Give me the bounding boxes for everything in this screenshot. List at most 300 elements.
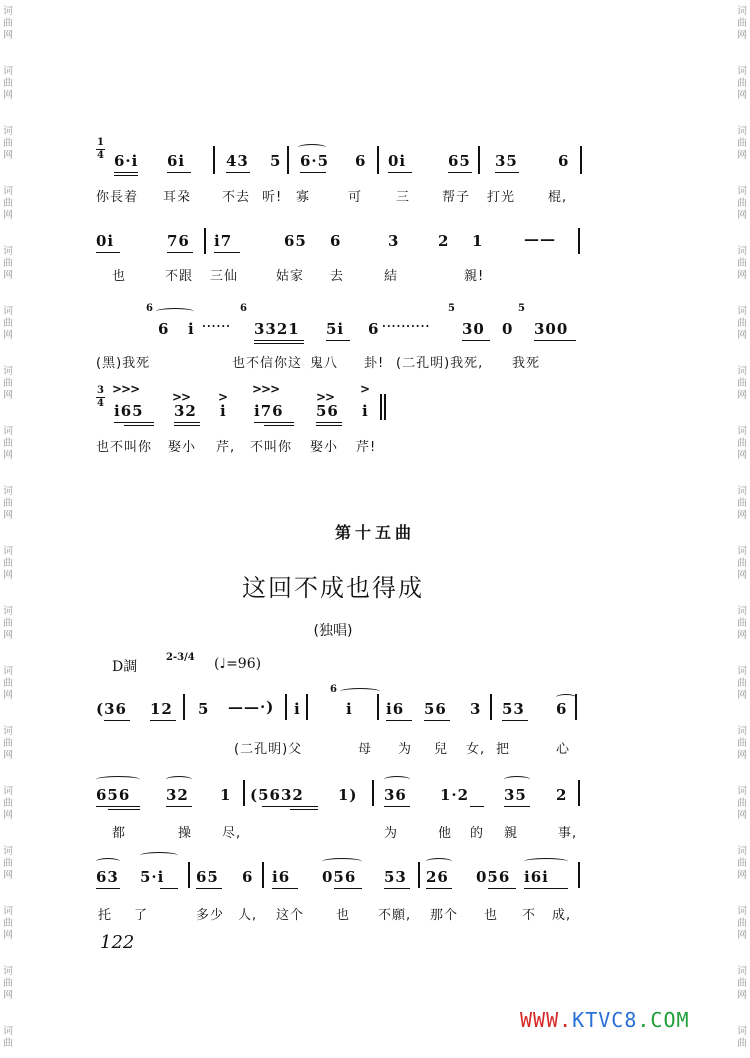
grace-note: 5 [448,303,455,314]
lyric: 結 [384,269,399,284]
watermark-char: 曲 [737,438,747,449]
watermark-char: 词 [3,246,13,257]
watermark-char: 网 [737,990,747,1001]
underline [502,720,528,721]
lyric: 不叫你 [250,440,293,455]
watermark-char: 曲 [3,978,13,989]
watermark-char: 词 [3,546,13,557]
watermark-char: 词 [3,366,13,377]
lyric: 寡 [296,190,311,205]
note-group: 26 [426,868,449,886]
underline [160,888,178,889]
watermark-char: 词 [737,666,747,677]
watermark-char: 网 [3,870,13,881]
slur [96,776,140,783]
watermark-char: 曲 [737,918,747,929]
note: 6 [355,152,367,170]
note-group: (36 [96,700,127,718]
lyric: 鬼八 [310,356,339,371]
underline [300,172,326,173]
note: 6 [158,320,170,338]
watermark-char: 词 [3,6,13,17]
watermark-char: 网 [3,690,13,701]
bar-line [213,146,215,174]
underline [524,888,568,889]
watermark-char: 词 [3,726,13,737]
note-group: 35 [495,152,518,170]
bar-line [287,146,289,174]
accent-mark: > [360,382,370,396]
bar-line [377,146,379,174]
underline [167,172,191,173]
grace-note: 6 [146,303,153,314]
lyric: 去 [330,269,345,284]
meter-signature: 1 4 [97,137,104,161]
watermark-char: 词 [737,186,747,197]
slur [322,858,362,865]
bar-line [578,862,580,888]
underline [495,172,519,173]
lyric: 不去 [222,190,251,205]
watermark-char: 曲 [737,198,747,209]
watermark-char: 词 [3,666,13,677]
underline [290,809,318,810]
underline [384,888,410,889]
slur [426,858,452,865]
note-group: 1·2 [440,786,470,804]
bar-line [478,146,480,174]
watermark-char: 网 [737,330,747,341]
underline [150,720,176,721]
note-group: 300 [534,320,569,338]
watermark-char: 曲 [737,978,747,989]
watermark-char: 网 [3,750,13,761]
slur [140,852,178,859]
grace-note: 6 [240,303,247,314]
underline [272,888,298,889]
underline [174,425,200,426]
note: 1) [338,786,358,804]
note: 2 [438,232,450,250]
note-group: i6 [386,700,405,718]
watermark-char: 曲 [3,498,13,509]
note: i [294,700,301,718]
underline [264,425,294,426]
underline [226,172,250,173]
note-group: 0i [388,152,407,170]
meter-label: 2-3/4 [166,652,195,663]
lyric: 尽, [222,826,242,841]
underline [196,888,222,889]
watermark-char: 曲 [3,198,13,209]
bar-line [285,694,287,720]
page-number: 122 [100,932,135,953]
bar-line [490,694,492,720]
bar-line [418,862,420,888]
watermark-char: 曲 [3,678,13,689]
watermark-char: 词 [3,126,13,137]
dotted-extension: ······ [202,320,231,333]
note-group: 36 [384,786,407,804]
lyric: 心 [556,742,571,757]
lyric: 也 [112,269,127,284]
watermark-char: 网 [3,30,13,41]
watermark-char: 词 [737,546,747,557]
watermark-char: 曲 [737,678,747,689]
watermark-char: 网 [737,930,747,941]
note-group: 32 [166,786,189,804]
underline [386,720,412,721]
slur [524,858,568,865]
watermark-char: 网 [737,450,747,461]
bar-line [243,780,245,806]
watermark-char: 曲 [737,738,747,749]
underline [262,806,318,807]
dotted-extension: ·········· [382,320,431,333]
watermark-char: 曲 [3,1038,13,1049]
watermark-char: 网 [3,330,13,341]
lyric: 他 [438,826,453,841]
lyric: 也不信你这 [232,356,303,371]
note-group: 53 [384,868,407,886]
watermark-char: 曲 [3,438,13,449]
slur [96,858,120,865]
lyric: 的 [470,826,485,841]
watermark-char: 曲 [737,1038,747,1049]
underline [534,340,576,341]
note: 1 [220,786,232,804]
lyric: (黑)我死 [96,356,151,371]
slur [504,776,530,783]
bar-line [204,228,206,254]
watermark-char: 词 [737,366,747,377]
underline [108,809,140,810]
song-subtitle: (独唱) [313,623,353,639]
site-suffix: .COM [637,1008,690,1032]
watermark-char: 词 [737,726,747,737]
watermark-char: 曲 [3,918,13,929]
note-group: i7 [214,232,233,250]
lyric: 都 [112,826,127,841]
watermark-char: 词 [3,1026,13,1037]
watermark-char: 曲 [3,618,13,629]
note: 6 [368,320,380,338]
watermark-char: 网 [737,270,747,281]
underline [326,340,350,341]
note-group: 65 [196,868,219,886]
underline [166,806,192,807]
watermark-char: 词 [3,306,13,317]
note: i [362,402,369,420]
underline [424,720,450,721]
lyric: 为 [398,742,413,757]
lyric: 我死 [512,356,541,371]
watermark-char: 网 [3,810,13,821]
grace-note: 5 [518,303,525,314]
underline [426,888,452,889]
lyric: 你長着 [96,190,139,205]
lyric: 不 [522,908,537,923]
underline [388,172,412,173]
site-prefix: WWW. [520,1008,573,1032]
lyric: 親 [504,826,519,841]
underline [384,806,410,807]
watermark-char: 曲 [737,18,747,29]
watermark-char: 网 [737,870,747,881]
lyric: (二孔明)我死, [396,356,484,371]
watermark-char: 曲 [3,378,13,389]
watermark-char: 词 [3,66,13,77]
watermark-char: 词 [737,66,747,77]
lyric: 不跟 [165,269,194,284]
watermark-char: 网 [737,810,747,821]
watermark-char: 网 [3,570,13,581]
note-group: i65 [114,402,144,420]
note: 6 [242,868,254,886]
note-group: 5·i [140,868,165,886]
watermark-char: 网 [3,90,13,101]
watermark-char: 曲 [3,138,13,149]
note-group: 056 [322,868,357,886]
watermark-char: 曲 [3,258,13,269]
underline [462,340,490,341]
slur [298,144,326,151]
section-label: 第十五曲 [334,523,415,542]
note-group: 6i [167,152,186,170]
watermark-char: 词 [737,126,747,137]
watermark-char: 词 [737,246,747,257]
watermark-char: 曲 [737,378,747,389]
note-group: 53 [502,700,525,718]
lyric: 帮子 [442,190,471,205]
lyric: 三 [396,190,411,205]
lyric: 也 [484,908,499,923]
underline [104,720,130,721]
lyric: 棍, [548,190,568,205]
underline [254,343,304,344]
watermark-char: 曲 [737,558,747,569]
accent-mark: > [218,390,228,404]
watermark-char: 网 [3,930,13,941]
watermark-char: 曲 [737,498,747,509]
watermark-char: 曲 [3,318,13,329]
note-group: 65 [448,152,471,170]
key-label: D調 [112,659,138,675]
note-group: 56 [424,700,447,718]
underline [124,425,154,426]
note: 5 [270,152,282,170]
accent-marks: >>> [112,382,140,396]
lyric: 为 [384,826,399,841]
watermark-char: 网 [3,390,13,401]
note-group: 43 [226,152,249,170]
lyric: 女, [466,742,486,757]
note-group: 5i [326,320,345,338]
lyric: 也 [336,908,351,923]
note: 1 [472,232,484,250]
note: i [220,402,227,420]
note: 3 [470,700,482,718]
watermark-char: 曲 [737,618,747,629]
lyric: 三仙 [210,269,239,284]
underline [96,806,140,807]
bar-line [580,146,582,174]
watermark-char: 曲 [3,558,13,569]
watermark-char: 网 [737,390,747,401]
watermark-char: 网 [3,630,13,641]
watermark-char: 词 [3,426,13,437]
note: 6 [558,152,570,170]
watermark-char: 网 [737,510,747,521]
song-title: 这回不成也得成 [242,574,424,602]
lyric: 成, [552,908,572,923]
note-group: 63 [96,868,119,886]
watermark-char: 词 [737,486,747,497]
lyric: 操 [178,826,193,841]
bar-line [262,862,264,888]
lyric: 打光 [487,190,516,205]
dash-extension: ——·) [228,698,275,716]
lyric: 事, [558,826,578,841]
underline [448,172,472,173]
underline [254,340,304,341]
underline [254,422,294,423]
note-group: 056 [476,868,511,886]
lyric: (二孔明)父 [234,742,303,757]
underline [167,252,193,253]
underline [174,422,200,423]
watermark-char: 词 [3,486,13,497]
lyric: 不願, [378,908,412,923]
bar-line [578,780,580,806]
underline [316,422,342,423]
underline [114,422,154,423]
watermark-char: 词 [737,6,747,17]
site-domain: KTVC8 [572,1008,638,1032]
watermark-char: 网 [3,510,13,521]
accent-marks: >> [316,390,335,404]
bar-line [575,694,577,720]
watermark-char: 曲 [3,18,13,29]
slur [384,776,410,783]
lyric: 听! [262,190,283,205]
note-group: 76 [167,232,190,250]
lyric: 娶小 [310,440,339,455]
grace-note: 6 [330,684,337,695]
note-group: i6i [524,868,549,886]
watermark-char: 网 [737,690,747,701]
bar-line [384,394,386,420]
bar-line [183,694,185,720]
watermark-char: 词 [737,786,747,797]
watermark-char: 网 [3,990,13,1001]
site-watermark [520,1008,690,1032]
note: 0 [502,320,514,338]
watermark-char: 词 [3,846,13,857]
watermark-char: 曲 [3,858,13,869]
watermark-char: 网 [3,150,13,161]
watermark-char: 词 [737,966,747,977]
underline [488,888,516,889]
accent-marks: >> [172,390,191,404]
watermark-char: 网 [3,210,13,221]
underline [214,252,240,253]
underline [114,172,138,173]
lyric: 姑家 [276,269,305,284]
note: 3 [388,232,400,250]
watermark-char: 曲 [3,798,13,809]
watermark-char: 词 [3,966,13,977]
watermark-char: 网 [737,150,747,161]
watermark-char: 网 [737,570,747,581]
note-group: 30 [462,320,485,338]
bar-line [380,394,382,420]
dash-extension: —— [524,230,556,248]
note-group: 6·5 [300,152,330,170]
watermark-char: 曲 [737,258,747,269]
watermark-char: 曲 [737,798,747,809]
note: 6 [556,700,568,718]
lyric: 这个 [276,908,305,923]
lyric: 了 [134,908,149,923]
lyric: 那个 [430,908,459,923]
note-group: 56 [316,402,339,420]
tempo-label: (♩=96) [214,656,262,672]
lyric: 卦! [364,356,385,371]
note-group: (5632 [250,786,304,804]
slur [156,308,194,315]
underline [96,888,120,889]
slur [340,688,380,695]
lyric: 耳朶 [163,190,192,205]
bar-line [188,862,190,888]
watermark-char: 词 [737,426,747,437]
note-group: 3321 [254,320,300,338]
bar-line [372,780,374,806]
lyric: 人, [238,908,258,923]
watermark-char: 词 [3,186,13,197]
note-group: 12 [150,700,173,718]
underline [470,806,484,807]
lyric: 芹! [356,440,377,455]
watermark-char: 网 [737,750,747,761]
note: 6 [330,232,342,250]
note-group: 656 [96,786,131,804]
watermark-char: 网 [737,630,747,641]
note-group: i6 [272,868,291,886]
note: i [346,700,353,718]
watermark-char: 曲 [737,138,747,149]
underline [96,252,120,253]
underline [316,425,342,426]
slur [166,776,192,783]
lyric: 也不叫你 [96,440,153,455]
note: i [188,320,195,338]
watermark-char: 网 [737,210,747,221]
note: 2 [556,786,568,804]
watermark-char: 词 [3,786,13,797]
lyric: 可 [348,190,363,205]
lyric: 親! [464,269,485,284]
watermark-char: 词 [737,306,747,317]
note-group: 35 [504,786,527,804]
meter-signature: 3 4 [97,385,104,409]
bar-line [377,694,379,720]
underline [114,175,138,176]
note-group: i76 [254,402,284,420]
lyric: 多少 [196,908,225,923]
bar-line [306,694,308,720]
